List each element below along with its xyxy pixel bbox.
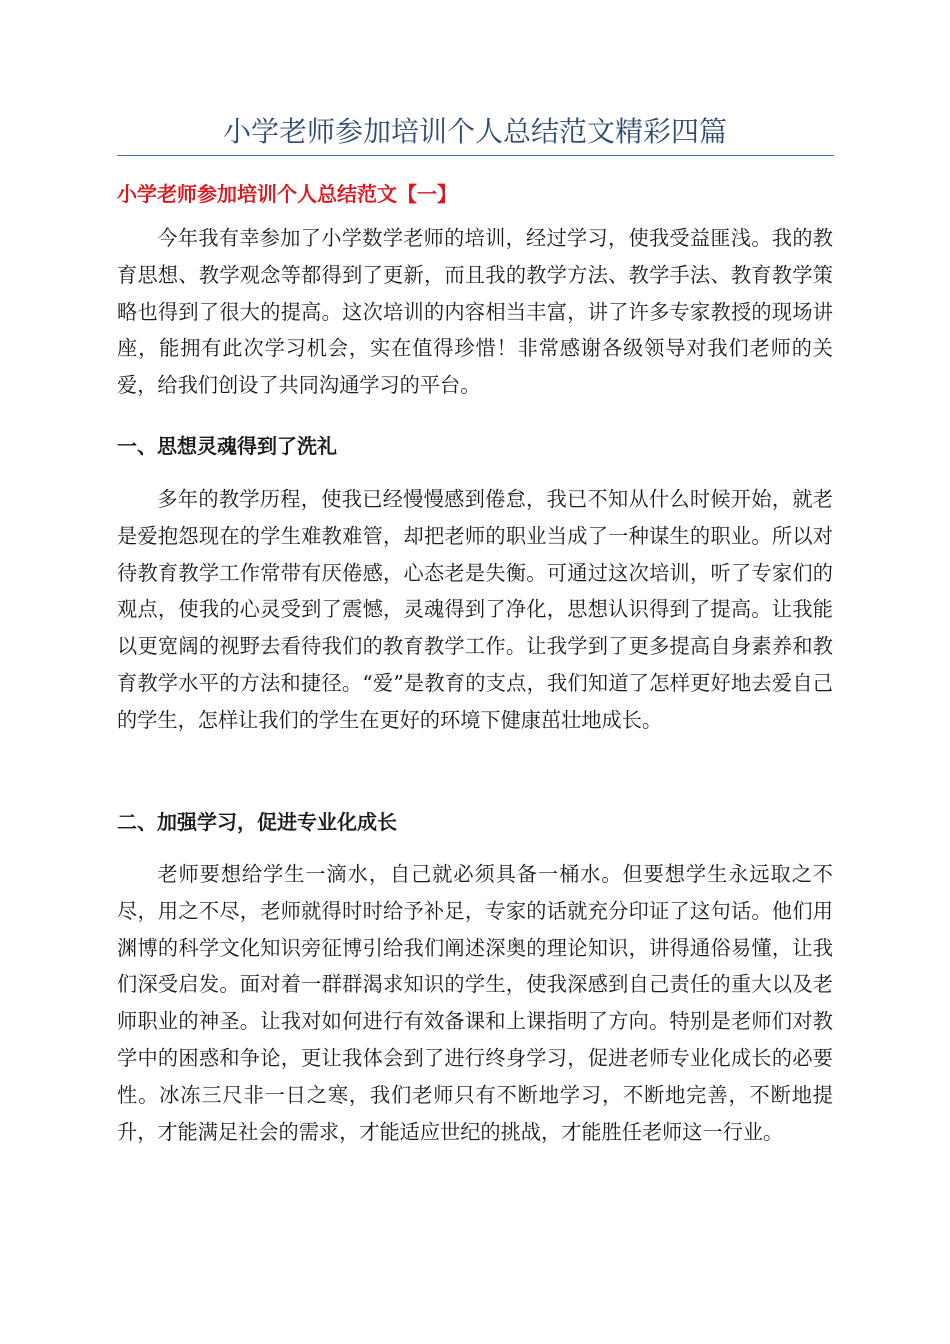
subheading-2: 二、加强学习，促进专业化成长	[117, 810, 397, 834]
document-title: 小学老师参加培训个人总结范文精彩四篇	[222, 115, 727, 148]
title-underline	[117, 155, 834, 156]
paragraph-intro: 今年我有幸参加了小学数学老师的培训，经过学习，使我受益匪浅。我的教育思想、教学观念等都得到了更新，而且我的教学方法、教学手法、教育教学策略也得到了很大的提高。这次培训的内容相当丰富，讲了许多专家教授的现场讲座，能拥有此次学习机会，实在值得珍惜！非常感谢各级领导对我们老师的关爱，给我们创设了共同沟通学习的平台。	[117, 226, 833, 398]
paragraph-learning: 老师要想给学生一滴水，自己就必须具备一桶水。但要想学生永远取之不尽，用之不尽，老师就得时时给予补足，专家的话就充分印证了这句话。他们用渊博的科学文化知识旁征博引给我们阐述深奥的理论知识，讲得通俗易懂，让我们深受启发。面对着一群群渴求知识的学生，使我深感到自己责任的重大以及老师职业的神圣。让我对如何进行有效备课和上课指明了方向。特别是老师们对教学中的困惑和争论，更让我体会到了进行终身学习，促进老师专业化成长的必要性。冰冻三尺非一日之寒，我们老师只有不断地学习，不断地完善，不断地提升，才能满足社会的需求，才能适应世纪的挑战，才能胜任老师这一行业。	[117, 862, 833, 1144]
paragraph-thought: 多年的教学历程，使我已经慢慢感到倦怠，我已不知从什么时候开始，就老是爱抱怨现在的学生难教难管，却把老师的职业当成了一种谋生的职业。所以对待教育教学工作常带有厌倦感，心态老是失衡。可通过这次培训，听了专家们的观点，使我的心灵受到了震憾，灵魂得到了净化，思想认识得到了提高。让我能以更宽阔的视野去看待我们的教育教学工作。让我学到了更多提高自身素养和教育教学水平的方法和捷径。“爱”是教育的支点，我们知道了怎样更好地去爱自己的学生，怎样让我们的学生在更好的环境下健康茁壮地成长。	[117, 487, 833, 732]
section-heading: 小学老师参加培训个人总结范文【一】	[117, 182, 457, 206]
subheading-1: 一、思想灵魂得到了洗礼	[117, 434, 337, 458]
